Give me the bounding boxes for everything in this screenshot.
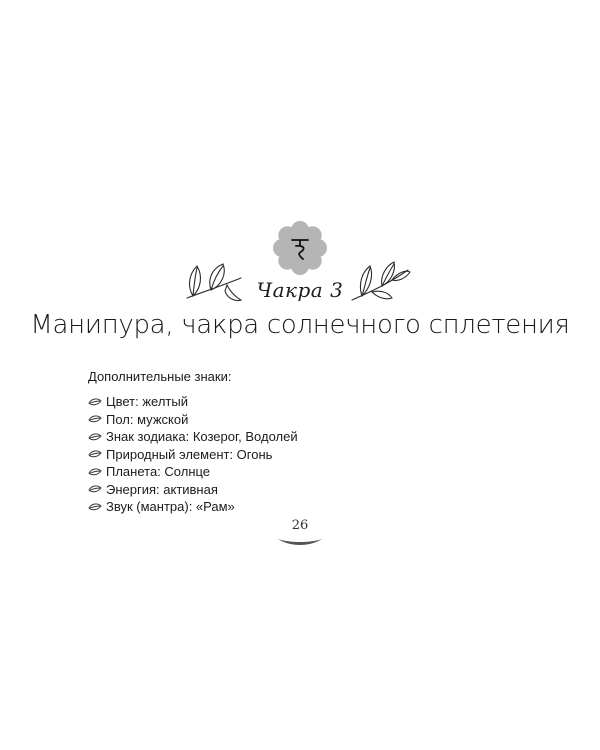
list-item-text: Знак зодиака: Козерог, Водолей xyxy=(106,429,298,445)
signs-list xyxy=(88,393,298,516)
leaf-icon xyxy=(88,397,102,407)
list-item xyxy=(88,463,298,481)
list-item xyxy=(88,446,298,464)
list-item-text: Цвет: желтый xyxy=(106,394,188,410)
chakra-title: Манипура, чакра солнечного сплетения xyxy=(30,310,570,340)
leaf-icon xyxy=(88,484,102,494)
list-item-text: Планета: Солнце xyxy=(106,464,211,480)
page-number: 26 xyxy=(291,518,309,533)
list-item-text: Пол: мужской xyxy=(106,411,189,427)
manipura-lotus-icon xyxy=(272,220,328,276)
signs-heading: Дополнительные знаки: xyxy=(88,369,232,384)
leaf-icon xyxy=(88,414,102,424)
list-item-text: Природный элемент: Огонь xyxy=(106,446,273,462)
list-item xyxy=(88,498,298,516)
leaf-icon xyxy=(88,502,102,512)
leaf-icon xyxy=(88,432,102,442)
list-item-text: Энергия: активная xyxy=(106,481,218,497)
page-flourish-icon xyxy=(276,536,324,548)
leaf-icon xyxy=(88,449,102,459)
leaf-icon xyxy=(88,467,102,477)
list-item-text: Звук (мантра): «Рам» xyxy=(106,499,235,515)
list-item xyxy=(88,411,298,429)
list-item xyxy=(88,428,298,446)
chakra-number: Чакра 3 xyxy=(256,278,344,302)
list-item xyxy=(88,393,298,411)
list-item xyxy=(88,481,298,499)
